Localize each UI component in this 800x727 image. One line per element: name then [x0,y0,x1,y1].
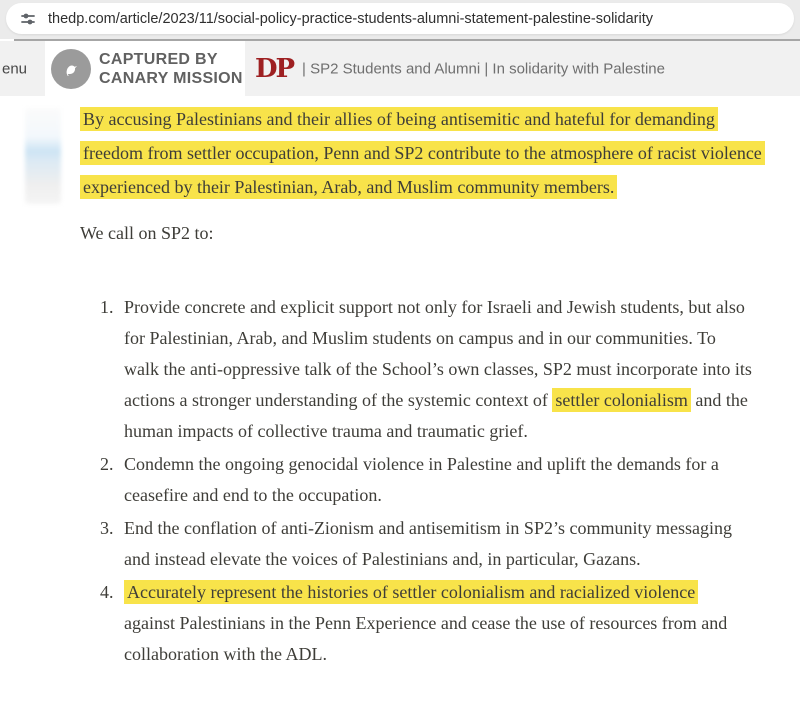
text-run: End the conflation of anti-Zionism and antisemitism in SP2’s community messaging and instead elevate the voices of Palestinians and, in particular, Gazans. [124,518,732,569]
watermark-text [99,50,243,88]
dp-masthead-logo[interactable]: DP [255,53,294,84]
text-run: and the human impacts of collective trauma and traumatic grief. [124,390,748,441]
list-item-text [124,518,732,569]
call-to-action-line: We call on SP2 to: [80,223,214,243]
text-run: against Palestinians in the Penn Experience and cease the use of resources from and collaboration with the ADL. [124,613,728,664]
watermark-line2: CANARY MISSION [99,69,243,87]
list-item-text [124,297,752,441]
list-item-number: 2. [100,454,114,474]
list-item [100,292,752,447]
demands-list [100,292,770,670]
list-item-text [124,580,727,664]
highlighted-text: settler colonialism [552,388,690,412]
text-run: Condemn the ongoing genocidal violence in Palestine and uplift the demands for a ceasefire and end to the occupation. [124,454,719,505]
list-item-number: 1. [100,297,114,317]
highlighted-text: Accurately represent the histories of settler colonialism and racialized violence [124,580,698,604]
list-item-number: 3. [100,518,114,538]
list-item [100,513,752,575]
highlighted-text: By accusing Palestinians and their allies of being antisemitic and hateful for demanding freedom from settler occupation, Penn and SP2 contribute to the atmosphere of racist violence experienced by their Palestinian, Arab, and Muslim community members. [80,107,765,199]
list-item-text [124,454,719,505]
canary-mission-watermark [45,41,245,96]
article-header-title: | SP2 Students and Alumni | In solidarity with Palestine [302,60,665,77]
list-item [100,449,752,511]
site-header [0,41,800,96]
list-item-number: 4. [100,582,114,602]
list-item [100,577,752,670]
browser-url-bar [0,0,800,39]
address-bar[interactable] [6,3,794,34]
menu-button[interactable]: enu [2,60,28,77]
text-run: Provide concrete and explicit support not only for Israeli and Jewish students, but also for Palestinian, Arab, and Muslim students on campus and in our communities. To walk the anti-oppressive talk of the School’s own classes, SP2 must incorporate into its actions a stronger understanding of the systemic context of [124,297,752,410]
article-body [0,96,800,672]
watermark-line1: CAPTURED BY [99,50,218,68]
site-settings-icon[interactable] [20,11,36,27]
canary-bird-icon [51,49,91,89]
intro-paragraph [80,102,770,204]
url-text[interactable]: thedp.com/article/2023/11/social-policy-practice-students-alumni-statement-palestine-solidarity [48,10,653,27]
